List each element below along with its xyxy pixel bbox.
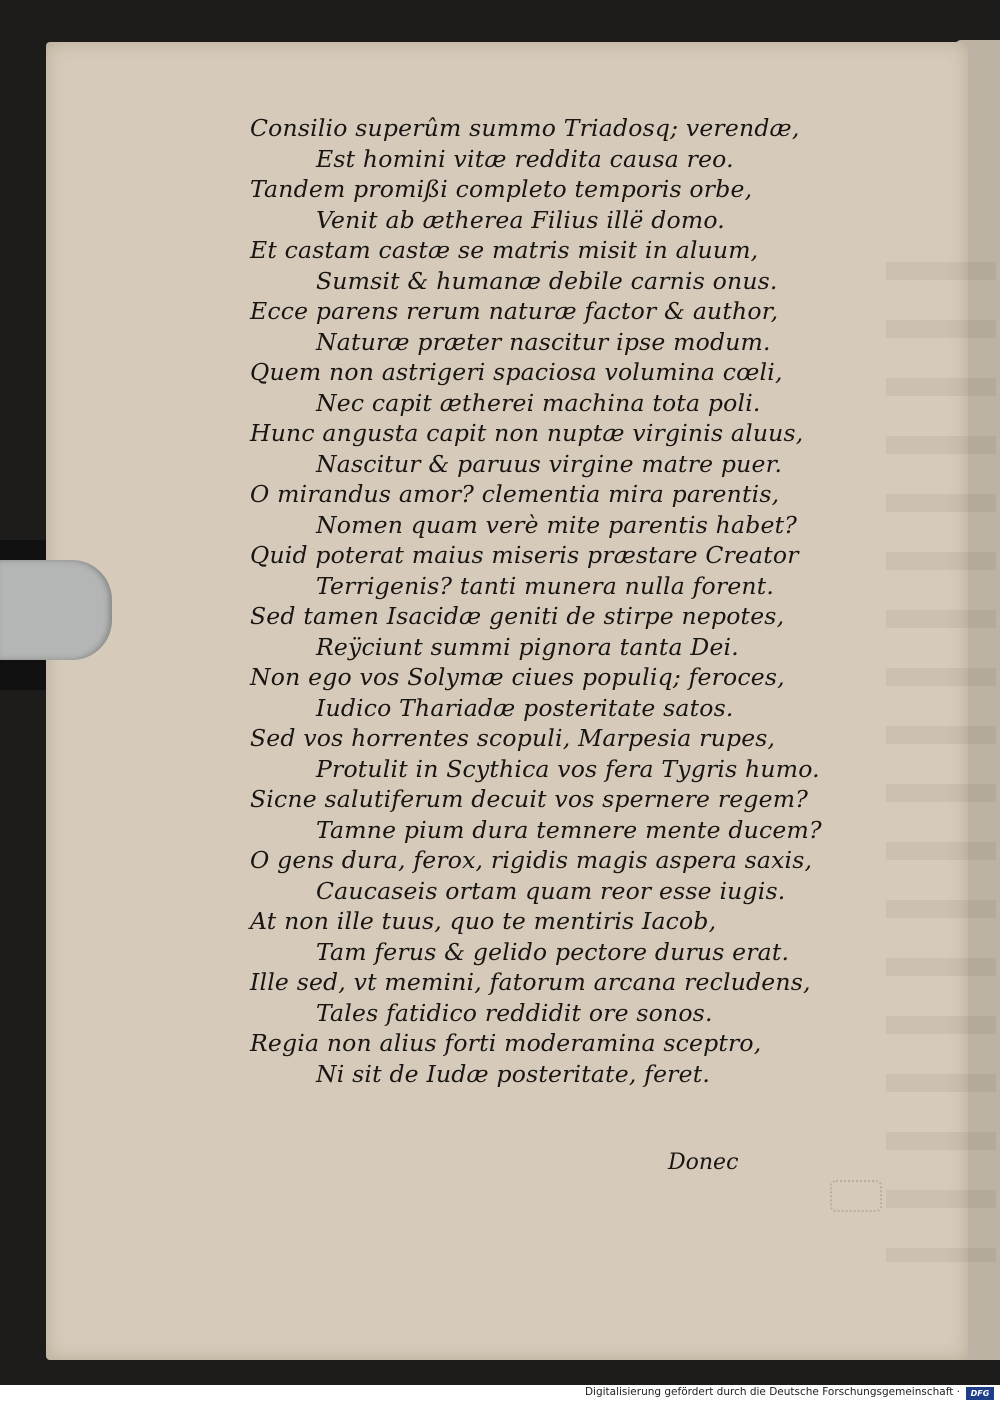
- footer-bar: [0, 1385, 1000, 1403]
- poem-line: Quid poterat maius miseris præstare Creator: [250, 541, 799, 569]
- poem-line: Iudico Thariadæ posteritate satos.: [316, 693, 734, 722]
- poem-line: Nascitur & paruus virgine matre puer.: [316, 449, 783, 478]
- poem-line: Nec capit ætherei machina tota poli.: [316, 388, 761, 417]
- poem-line: Ille sed, vt memini, fatorum arcana recludens,: [250, 968, 811, 996]
- dfg-logo-icon[interactable]: DFG: [966, 1387, 994, 1400]
- poem-line: O mirandus amor? clementia mira parentis,: [250, 480, 780, 508]
- poem-line: Caucaseis ortam quam reor esse iugis.: [316, 876, 786, 905]
- catchword: Donec: [668, 1150, 739, 1175]
- poem-line: Tandem promißi completo temporis orbe,: [250, 175, 753, 203]
- poem-line: Venit ab ætherea Filius illë domo.: [316, 205, 725, 234]
- poem-line: Sed vos horrentes scopuli, Marpesia rupes,: [250, 724, 776, 752]
- poem-line: Non ego vos Solymæ ciues populiq; feroces,: [250, 663, 785, 691]
- poem-line: Sicne salutiferum decuit vos spernere regem?: [250, 785, 808, 813]
- poem-line: Ecce parens rerum naturæ factor & author,: [250, 297, 779, 325]
- show-through-lines: [886, 262, 996, 1262]
- poem-line: Regia non alius forti moderamina sceptro,: [250, 1029, 762, 1057]
- poem-line: Quem non astrigeri spaciosa volumina cœli,: [250, 358, 783, 386]
- bookmark-tab: [0, 560, 112, 660]
- poem-line: Hunc angusta capit non nuptæ virginis aluus,: [250, 419, 804, 447]
- poem-line: Ni sit de Iudæ posteritate, feret.: [316, 1059, 711, 1088]
- poem-line: Nomen quam verè mite parentis habet?: [316, 510, 798, 539]
- poem-line: Tamne pium dura temnere mente ducem?: [316, 815, 822, 844]
- poem-line: Tales fatidico reddidit ore sonos.: [316, 998, 713, 1027]
- poem-line: Protulit in Scythica vos fera Tygris humo.: [316, 754, 820, 783]
- poem-line: Sumsit & humanæ debile carnis onus.: [316, 266, 778, 295]
- poem-line: Sed tamen Isacidæ geniti de stirpe nepotes,: [250, 602, 785, 630]
- funding-credit: Digitalisierung gefördert durch die Deutsche Forschungsgemeinschaft ·: [584, 1386, 960, 1398]
- poem-line: Consilio superûm summo Triadosq; verendæ,: [250, 114, 800, 142]
- poem-line: Terrigenis? tanti munera nulla forent.: [316, 571, 775, 600]
- poem-line: Reÿciunt summi pignora tanta Dei.: [316, 632, 739, 661]
- poem-line: Et castam castæ se matris misit in aluum,: [250, 236, 759, 264]
- poem-text: [250, 113, 890, 1089]
- poem-line: Naturæ præter nascitur ipse modum.: [316, 327, 771, 356]
- poem-line: Est homini vitæ reddita causa reo.: [316, 144, 734, 173]
- poem-line: O gens dura, ferox, rigidis magis aspera saxis,: [250, 846, 813, 874]
- poem-line: Tam ferus & gelido pectore durus erat.: [316, 937, 790, 966]
- library-stamp: [830, 1180, 882, 1212]
- poem-line: At non ille tuus, quo te mentiris Iacob,: [250, 907, 717, 935]
